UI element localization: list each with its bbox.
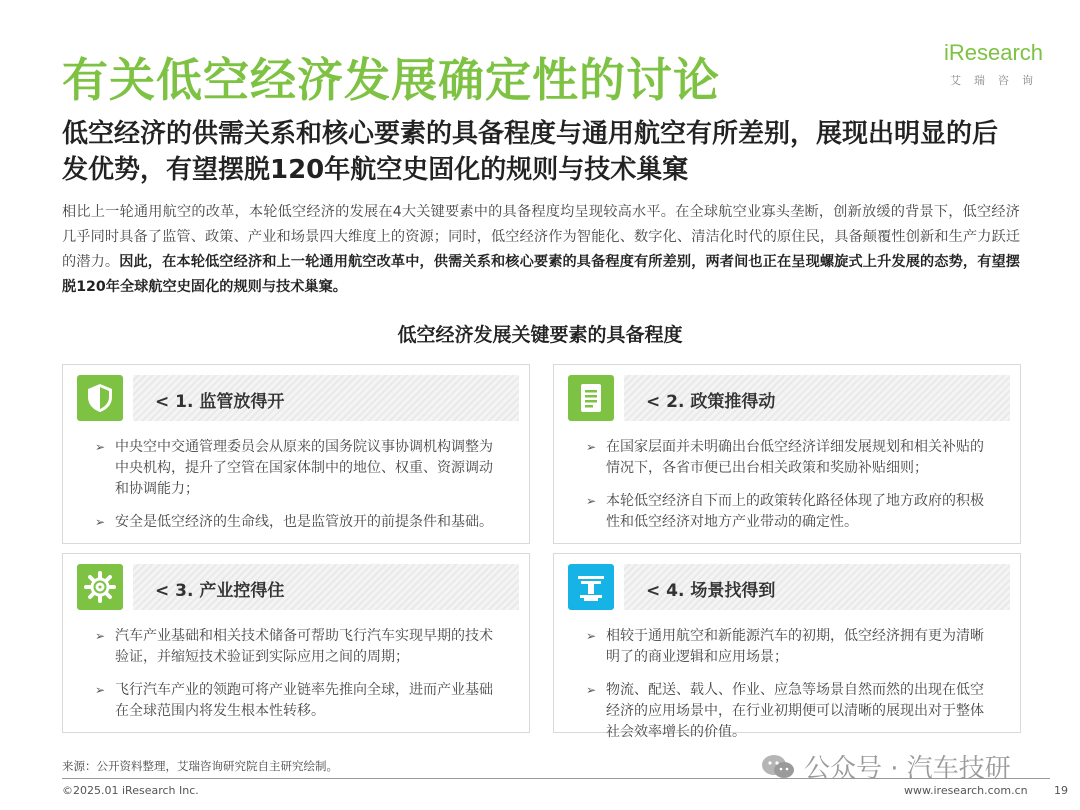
watermark xyxy=(760,748,1011,785)
card-header-bar xyxy=(133,564,519,610)
card-header-bar xyxy=(624,375,1010,421)
card-items xyxy=(586,626,996,755)
wechat-icon xyxy=(760,753,796,781)
card-label: < 1. 监管放得开 xyxy=(155,392,285,412)
source-note: 来源：公开资料整理，艾瑞咨询研究院自主研究绘制。 xyxy=(62,759,338,773)
card-items xyxy=(95,626,505,734)
logo-brand: iResearch xyxy=(944,40,1044,65)
page-subtitle: 低空经济的供需关系和核心要素的具备程度与通用航空有所差别，展现出明显的后发优势，有望摆脱120年航空史固化的规则与技术巢窠 xyxy=(62,119,999,185)
list-item: ➢ 飞行汽车产业的领跑可将产业链率先推向全球，进而产业基础在全球范围内将发生根本性转移。 xyxy=(95,680,505,722)
watermark-text: 公众号 · 汽车技研 xyxy=(804,754,1011,784)
card-items xyxy=(95,437,505,545)
shield-icon xyxy=(77,375,123,421)
card-policy xyxy=(553,364,1021,544)
card-label: < 3. 产业控得住 xyxy=(155,581,285,601)
card-header xyxy=(568,375,1008,421)
copyright: ©2025.01 iResearch Inc. xyxy=(62,784,199,797)
card-items xyxy=(586,437,996,545)
list-item: ➢ 汽车产业基础和相关技术储备可帮助飞行汽车实现早期的技术验证，并缩短技术验证到实际应用之间的周期； xyxy=(95,626,505,668)
card-scenario xyxy=(553,553,1021,740)
card-regulation xyxy=(62,364,530,544)
document-icon xyxy=(568,375,614,421)
intro-bold: 因此，在本轮低空经济和上一轮通用航空改革中，供需关系和核心要素的具备程度有所差别，两者间也正在呈现螺旋式上升发展的态势，有望摆脱120年全球航空史固化的规则与技术巢窠。 xyxy=(62,254,1020,295)
card-header-bar xyxy=(133,375,519,421)
page-title: 有关低空经济发展确定性的讨论 xyxy=(62,53,720,107)
section-title: 低空经济发展关键要素的具备程度 xyxy=(397,324,683,346)
list-item: ➢ 物流、配送、载人、作业、应急等场景自然而然的出现在低空经济的应用场景中，在行业初期便可以清晰的展现出对于整体社会效率增长的价值。 xyxy=(586,680,996,743)
gear-icon xyxy=(77,564,123,610)
iresearch-logo xyxy=(944,40,1054,92)
card-label: < 4. 场景找得到 xyxy=(646,581,776,601)
tower-icon xyxy=(568,564,614,610)
list-item: ➢ 相较于通用航空和新能源汽车的初期，低空经济拥有更为清晰明了的商业逻辑和应用场景； xyxy=(586,626,996,668)
intro-paragraph xyxy=(62,200,1020,300)
card-header xyxy=(77,375,517,421)
card-header xyxy=(77,564,517,610)
website-link[interactable]: www.iresearch.com.cn xyxy=(904,784,1028,797)
list-item: ➢ 中央空中交通管理委员会从原来的国务院议事协调机构调整为中央机构，提升了空管在国家体制中的地位、权重、资源调动和协调能力； xyxy=(95,437,505,500)
card-label: < 2. 政策推得动 xyxy=(646,392,776,412)
list-item: ➢ 本轮低空经济自下而上的政策转化路径体现了地方政府的积极性和低空经济对地方产业带动的确定性。 xyxy=(586,491,996,533)
list-item: ➢ 安全是低空经济的生命线，也是监管放开的前提条件和基础。 xyxy=(95,512,505,533)
list-item: ➢ 在国家层面并未明确出台低空经济详细发展规划和相关补贴的情况下，各省市便已出台相关政策和奖励补贴细则； xyxy=(586,437,996,479)
intro-normal: 相比上一轮通用航空的改革，本轮低空经济的发展在4大关键要素中的具备程度均呈现较高水平。在全球航空业寡头垄断，创新放缓的背景下，低空经济几乎同时具备了监管、政策、产业和场景四大维度上的资源；同时，低空经济作为智能化、数字化、清洁化时代的原住民，具备颠覆性创新和生产力跃迁的潜力。 xyxy=(62,204,1020,270)
page-number: 19 xyxy=(1054,784,1068,797)
card-header-bar xyxy=(624,564,1010,610)
card-header xyxy=(568,564,1008,610)
logo-sub: 艾瑞咨询 xyxy=(950,74,1046,87)
card-industry xyxy=(62,553,530,733)
